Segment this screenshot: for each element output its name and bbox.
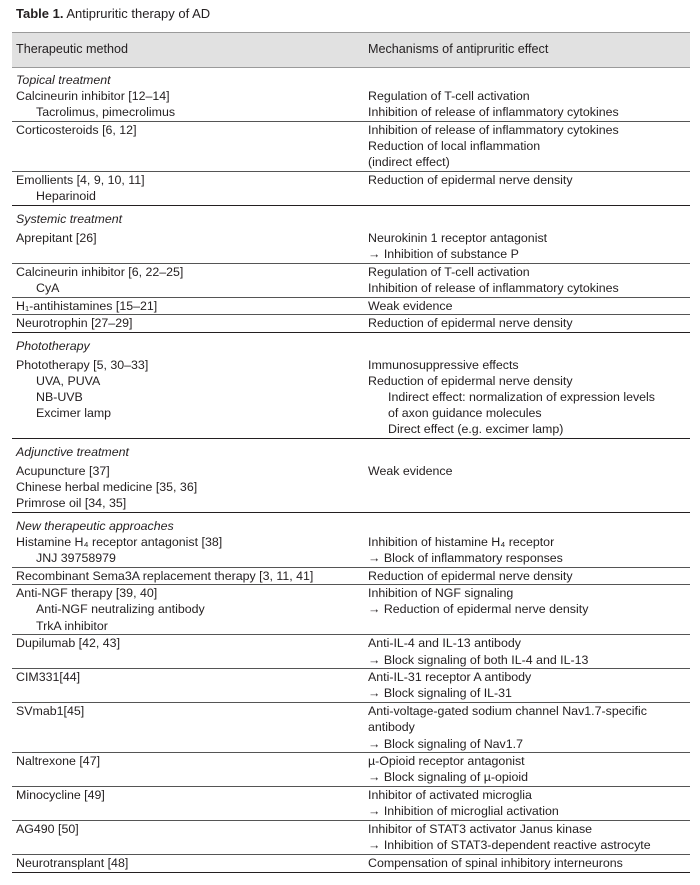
method-cell: [16, 338, 356, 354]
header-therapeutic-method: Therapeutic method: [16, 42, 129, 56]
mechanism-text: Reduction of epidermal nerve density: [368, 568, 573, 583]
mechanism-text: Anti-voltage-gated sodium channel Nav1.7-specific: [368, 704, 647, 719]
mechanism-cell: [368, 568, 688, 584]
table-row: [0, 463, 700, 512]
method-text: Primrose oil [34, 35]: [16, 496, 127, 511]
method-text: Dupilumab [42, 43]: [16, 636, 121, 651]
method-text: Phototherapy [5, 30–33]: [16, 357, 149, 372]
method-cell: [16, 787, 356, 803]
method-cell: [16, 463, 356, 512]
table-title-text: Antipruritic therapy of AD: [63, 6, 211, 21]
mechanism-text: Indirect effect: normalization of expression levels: [388, 390, 655, 405]
method-text: AG490 [50]: [16, 822, 79, 837]
table-row: [0, 821, 700, 853]
mechanism-cell: [368, 357, 688, 438]
method-text: CyA: [36, 280, 60, 295]
mechanism-cell: [368, 821, 688, 853]
mechanism-text: → Block of inflammatory responses: [368, 550, 563, 565]
method-cell: [16, 88, 356, 120]
mechanism-text: Reduction of epidermal nerve density: [368, 373, 573, 388]
method-text: Emollients [4, 9, 10, 11]: [16, 173, 145, 188]
method-cell: [16, 585, 356, 634]
mechanism-text: → Inhibition of STAT3-dependent reactive astrocyte: [368, 838, 651, 853]
mechanism-text: → Block signaling of µ-opioid: [368, 770, 529, 785]
method-cell: [16, 315, 356, 331]
row-separator: [12, 512, 690, 513]
mechanism-text: → Block signaling of IL-31: [368, 686, 512, 701]
method-text: Histamine H₄ receptor antagonist [38]: [16, 534, 223, 549]
mechanism-cell: [368, 463, 688, 479]
header-mechanisms: Mechanisms of antipruritic effect: [368, 42, 549, 56]
method-text: Excimer lamp: [36, 406, 112, 421]
method-text: CIM331[44]: [16, 670, 81, 685]
mechanism-cell: [368, 669, 688, 701]
category-label: Adjunctive treatment: [16, 444, 129, 459]
table-row: [0, 230, 700, 262]
category-label: Phototherapy: [16, 338, 90, 353]
mechanism-cell: [368, 88, 688, 120]
method-cell: [16, 518, 356, 534]
method-cell: [16, 264, 356, 296]
mechanism-text: of axon guidance molecules: [388, 406, 542, 421]
mechanism-text: Inhibition of release of inflammatory cytokines: [368, 280, 619, 295]
table-title: [16, 6, 210, 21]
row-separator: [12, 332, 690, 333]
method-cell: [16, 855, 356, 871]
category-label: Systemic treatment: [16, 211, 123, 226]
mechanism-cell: [368, 855, 688, 871]
mechanism-text: Reduction of epidermal nerve density: [368, 173, 573, 188]
mechanism-text: → Block signaling of both IL-4 and IL-13: [368, 652, 589, 667]
table-row: [0, 122, 700, 171]
mechanism-text: Neurokinin 1 receptor antagonist: [368, 230, 548, 245]
mechanism-cell: [368, 315, 688, 331]
category-row: [0, 338, 700, 354]
mechanism-text: → Reduction of epidermal nerve density: [368, 602, 589, 617]
category-row: [0, 518, 700, 534]
method-text: Neurotransplant [48]: [16, 856, 129, 870]
method-cell: [16, 821, 356, 837]
method-cell: [16, 669, 356, 685]
mechanism-text: Compensation of spinal inhibitory interneurons: [368, 856, 623, 870]
mechanism-text: Reduction of local inflammation: [368, 139, 541, 154]
category-row: [0, 211, 700, 227]
method-cell: [16, 298, 356, 314]
method-text: Chinese herbal medicine [35, 36]: [16, 480, 198, 495]
table-row: [0, 669, 700, 701]
mechanism-text: → Block signaling of Nav1.7: [368, 736, 523, 751]
table-row: [0, 315, 700, 331]
table-row: [0, 568, 700, 584]
mechanism-text: Reduction of epidermal nerve density: [368, 316, 573, 331]
method-cell: [16, 122, 356, 138]
row-separator: [12, 872, 690, 873]
method-text: NB-UVB: [36, 390, 83, 405]
table-row: [0, 787, 700, 819]
category-label: New therapeutic approaches: [16, 518, 174, 533]
mechanism-cell: [368, 298, 688, 314]
mechanism-text: → Inhibition of microglial activation: [368, 804, 559, 819]
method-text: Neurotrophin [27–29]: [16, 316, 133, 331]
table-row: [0, 753, 700, 785]
mechanism-text: µ-Opioid receptor antagonist: [368, 754, 525, 769]
method-cell: [16, 534, 356, 566]
mechanism-cell: [368, 585, 688, 617]
method-text: TrkA inhibitor: [36, 618, 108, 633]
mechanism-text: Inhibitor of activated microglia: [368, 788, 532, 803]
method-cell: [16, 357, 356, 422]
method-text: JNJ 39758979: [36, 550, 116, 565]
method-text: Minocycline [49]: [16, 788, 105, 803]
method-cell: [16, 72, 356, 88]
mechanism-cell: [368, 534, 688, 566]
method-cell: [16, 172, 356, 204]
category-row: [0, 72, 700, 88]
method-text: Anti-NGF therapy [39, 40]: [16, 586, 158, 601]
table-header: [12, 32, 690, 68]
mechanism-cell: [368, 635, 688, 667]
mechanism-text: Immunosuppressive effects: [368, 357, 519, 372]
method-text: Recombinant Sema3A replacement therapy [3, 11, 41]: [16, 568, 314, 583]
mechanism-text: Weak evidence: [368, 298, 453, 313]
method-text: Heparinoid: [36, 189, 96, 204]
row-separator: [12, 205, 690, 206]
method-cell: [16, 444, 356, 460]
mechanism-text: Anti-IL-4 and IL-13 antibody: [368, 636, 521, 651]
method-cell: [16, 753, 356, 769]
mechanism-text: Inhibition of NGF signaling: [368, 586, 514, 601]
method-text: SVmab1[45]: [16, 704, 85, 719]
method-text: Anti-NGF neutralizing antibody: [36, 602, 205, 617]
mechanism-text: Inhibition of release of inflammatory cytokines: [368, 123, 619, 138]
method-text: UVA, PUVA: [36, 373, 101, 388]
table-row: [0, 635, 700, 667]
mechanism-cell: [368, 230, 688, 262]
method-cell: [16, 568, 356, 584]
mechanism-text: (indirect effect): [368, 155, 450, 170]
method-cell: [16, 635, 356, 651]
mechanism-cell: [368, 703, 688, 752]
table-row: [0, 172, 700, 204]
mechanism-text: Direct effect (e.g. excimer lamp): [388, 422, 564, 437]
mechanism-text: Regulation of T-cell activation: [368, 89, 530, 104]
row-separator: [12, 438, 690, 439]
table-row: [0, 357, 700, 438]
method-cell: [16, 703, 356, 719]
category-row: [0, 444, 700, 460]
method-text: H₁-antihistamines [15–21]: [16, 298, 158, 313]
mechanism-text: antibody: [368, 720, 415, 735]
method-text: Calcineurin inhibitor [12–14]: [16, 89, 170, 104]
method-text: Aprepitant [26]: [16, 230, 97, 245]
mechanism-cell: [368, 787, 688, 819]
mechanism-text: → Inhibition of substance P: [368, 246, 519, 261]
mechanism-text: Inhibition of release of inflammatory cytokines: [368, 105, 619, 120]
category-label: Topical treatment: [16, 73, 111, 87]
mechanism-text: Anti-IL-31 receptor A antibody: [368, 670, 532, 685]
mechanism-cell: [368, 172, 688, 188]
mechanism-text: Inhibitor of STAT3 activator Janus kinase: [368, 822, 593, 837]
mechanism-text: Inhibition of histamine H₄ receptor: [368, 534, 555, 549]
method-text: Corticosteroids [6, 12]: [16, 123, 137, 138]
method-text: Tacrolimus, pimecrolimus: [36, 105, 176, 120]
table-row: [0, 855, 700, 871]
table-row: [0, 703, 700, 752]
method-text: Calcineurin inhibitor [6, 22–25]: [16, 264, 184, 279]
method-text: Naltrexone [47]: [16, 754, 101, 769]
table-row: [0, 88, 700, 120]
mechanism-cell: [368, 753, 688, 785]
table-row: [0, 585, 700, 634]
mechanism-text: Regulation of T-cell activation: [368, 264, 530, 279]
method-text: Acupuncture [37]: [16, 463, 110, 478]
mechanism-cell: [368, 264, 688, 296]
method-cell: [16, 230, 356, 246]
mechanism-text: Weak evidence: [368, 463, 453, 478]
table-row: [0, 534, 700, 566]
method-cell: [16, 211, 356, 227]
table-row: [0, 264, 700, 296]
mechanism-cell: [368, 122, 688, 171]
table-row: [0, 298, 700, 314]
table-title-label: Table 1.: [16, 6, 64, 21]
